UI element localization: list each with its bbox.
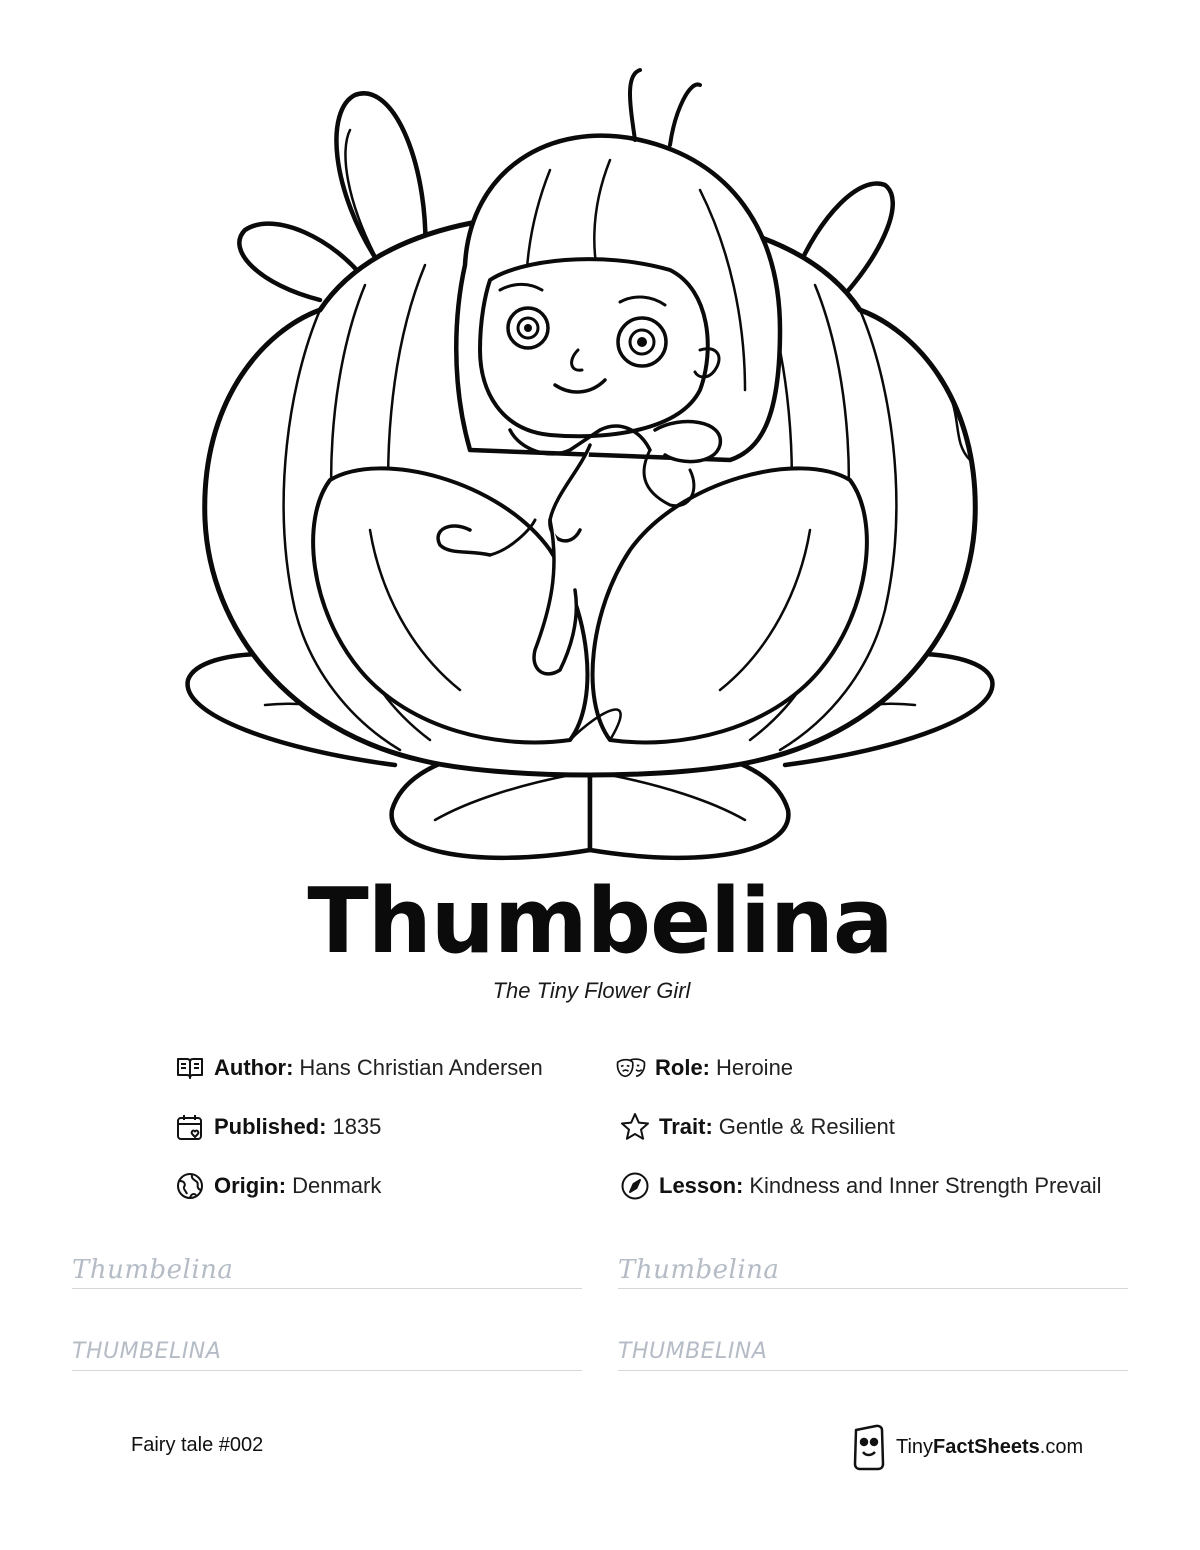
fact-value: Gentle & Resilient	[718, 1114, 895, 1139]
fact-value: Hans Christian Andersen	[299, 1055, 543, 1080]
compass-icon	[620, 1171, 650, 1201]
fact-label: Author:	[214, 1055, 294, 1080]
calendar-icon	[175, 1112, 205, 1142]
brand-footer	[852, 1422, 1083, 1472]
mask-icon	[616, 1053, 646, 1083]
tracing-line-caps: THUMBELINA	[618, 1334, 1128, 1371]
fact-label: Published:	[214, 1114, 327, 1139]
fact-author	[175, 1053, 543, 1083]
fact-trait	[620, 1112, 895, 1142]
page-title: Thumbelina	[307, 869, 893, 974]
fact-value: Denmark	[292, 1173, 382, 1198]
fact-value: Heroine	[716, 1055, 794, 1080]
brand-strong: FactSheets	[933, 1435, 1040, 1458]
fact-value: 1835	[332, 1114, 382, 1139]
tinyfactsheets-logo-icon	[852, 1422, 888, 1472]
fact-origin	[175, 1171, 381, 1201]
fact-value: Kindness and Inner Strength Prevail	[749, 1173, 1102, 1198]
brand-suffix: .com	[1039, 1435, 1084, 1458]
brand-prefix: Tiny	[896, 1435, 934, 1458]
thumbelina-flower-illustration	[170, 50, 1010, 880]
fact-label: Role:	[655, 1055, 710, 1080]
fact-lesson	[620, 1171, 1102, 1201]
star-icon	[620, 1112, 650, 1142]
fact-label: Trait:	[659, 1114, 713, 1139]
tracing-line-caps: THUMBELINA	[72, 1334, 582, 1371]
fairy-tale-number: Fairy tale #002	[131, 1434, 264, 1456]
fact-label: Lesson:	[659, 1173, 744, 1198]
page-subtitle: The Tiny Flower Girl	[492, 978, 691, 1003]
fact-role	[616, 1053, 793, 1083]
fact-published	[175, 1112, 381, 1142]
tracing-line-cursive: Thumbelina	[72, 1252, 582, 1289]
tracing-line-cursive: Thumbelina	[618, 1252, 1128, 1289]
book-icon	[175, 1053, 205, 1083]
globe-icon	[175, 1171, 205, 1201]
fact-label: Origin:	[214, 1173, 287, 1198]
